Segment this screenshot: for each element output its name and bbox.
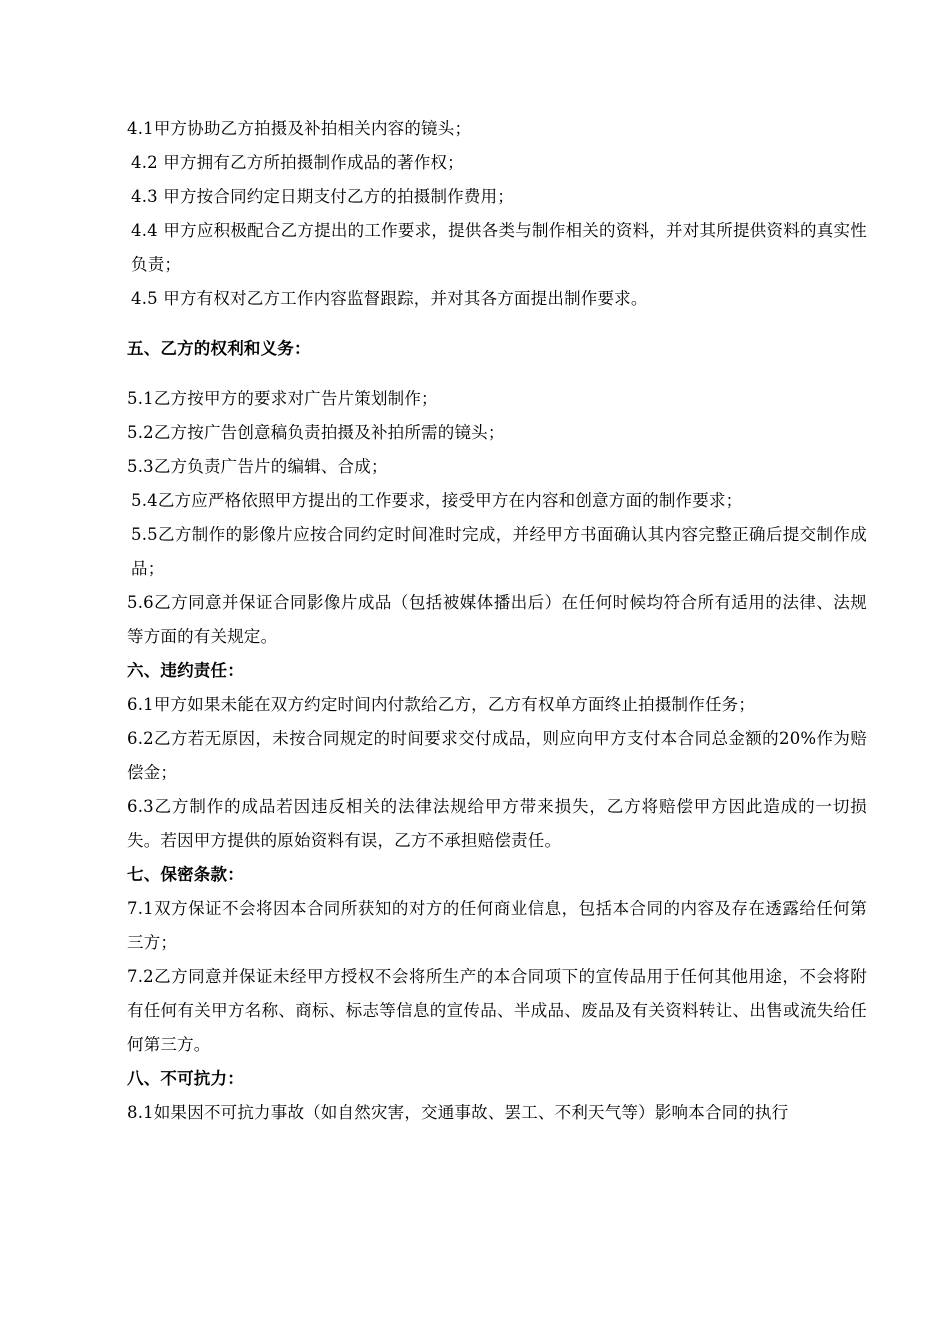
clause-6-1: 6.1甲方如果未能在双方约定时间内付款给乙方，乙方有权单方面终止拍摄制作任务； bbox=[127, 695, 756, 714]
clause-5-6: 5.6乙方同意并保证合同影像片成品（包括被媒体播出后）在任何时候均符合所有适用的法律、法规等方面的有关规定。 bbox=[127, 593, 867, 646]
section-6 bbox=[127, 654, 867, 858]
clause-5-2: 5.2乙方按广告创意稿负责拍摄及补拍所需的镜头； bbox=[127, 423, 505, 442]
clause-8-1: 8.1如果因不可抗力事故（如自然灾害，交通事故、罢工、不利天气等）影响本合同的执行 bbox=[127, 1103, 789, 1122]
section-8 bbox=[127, 1062, 867, 1130]
clause-4-5: 4.5 甲方有权对乙方工作内容监督跟踪，并对其各方面提出制作要求。 bbox=[131, 289, 648, 308]
clause-7-2: 7.2乙方同意并保证未经甲方授权不会将所生产的本合同项下的宣传品用于任何其他用途，不会将附有任何有关甲方名称、商标、标志等信息的宣传品、半成品、废品及有关资料转让、出售或流失给任何第三方。 bbox=[127, 967, 867, 1054]
section-7 bbox=[127, 858, 867, 1062]
section-5 bbox=[127, 332, 867, 654]
section-4 bbox=[127, 112, 867, 316]
clause-4-2: 4.2 甲方拥有乙方所拍摄制作成品的著作权； bbox=[131, 153, 464, 172]
clause-7-1: 7.1双方保证不会将因本合同所获知的对方的任何商业信息，包括本合同的内容及存在透露给任何第三方； bbox=[127, 899, 867, 952]
clause-5-1: 5.1乙方按甲方的要求对广告片策划制作； bbox=[127, 389, 438, 408]
clause-5-5: 5.5乙方制作的影像片应按合同约定时间准时完成，并经甲方书面确认其内容完整正确后提交制作成品； bbox=[131, 525, 867, 578]
clause-5-4: 5.4乙方应严格依照甲方提出的工作要求，接受甲方在内容和创意方面的制作要求； bbox=[131, 491, 743, 510]
clause-6-3: 6.3乙方制作的成品若因违反相关的法律法规给甲方带来损失，乙方将赔偿甲方因此造成的一切损失。若因甲方提供的原始资料有误，乙方不承担赔偿责任。 bbox=[127, 797, 867, 850]
clause-6-2: 6.2乙方若无原因，未按合同规定的时间要求交付成品，则应向甲方支付本合同总金额的20%作为赔偿金； bbox=[127, 729, 867, 782]
contract-body bbox=[127, 112, 867, 1130]
clause-4-1: 4.1甲方协助乙方拍摄及补拍相关内容的镜头； bbox=[127, 119, 472, 138]
section-8-heading: 八、不可抗力： bbox=[127, 1069, 244, 1088]
clause-4-3: 4.3 甲方按合同约定日期支付乙方的拍摄制作费用； bbox=[131, 187, 514, 206]
clause-5-3: 5.3乙方负责广告片的编辑、合成； bbox=[127, 457, 388, 476]
section-6-heading: 六、违约责任： bbox=[127, 661, 244, 680]
section-7-heading: 七、保密条款： bbox=[127, 865, 244, 884]
clause-4-4: 4.4 甲方应积极配合乙方提出的工作要求，提供各类与制作相关的资料，并对其所提供资料的真实性负责； bbox=[131, 221, 867, 274]
section-5-heading: 五、乙方的权利和义务： bbox=[127, 339, 311, 358]
